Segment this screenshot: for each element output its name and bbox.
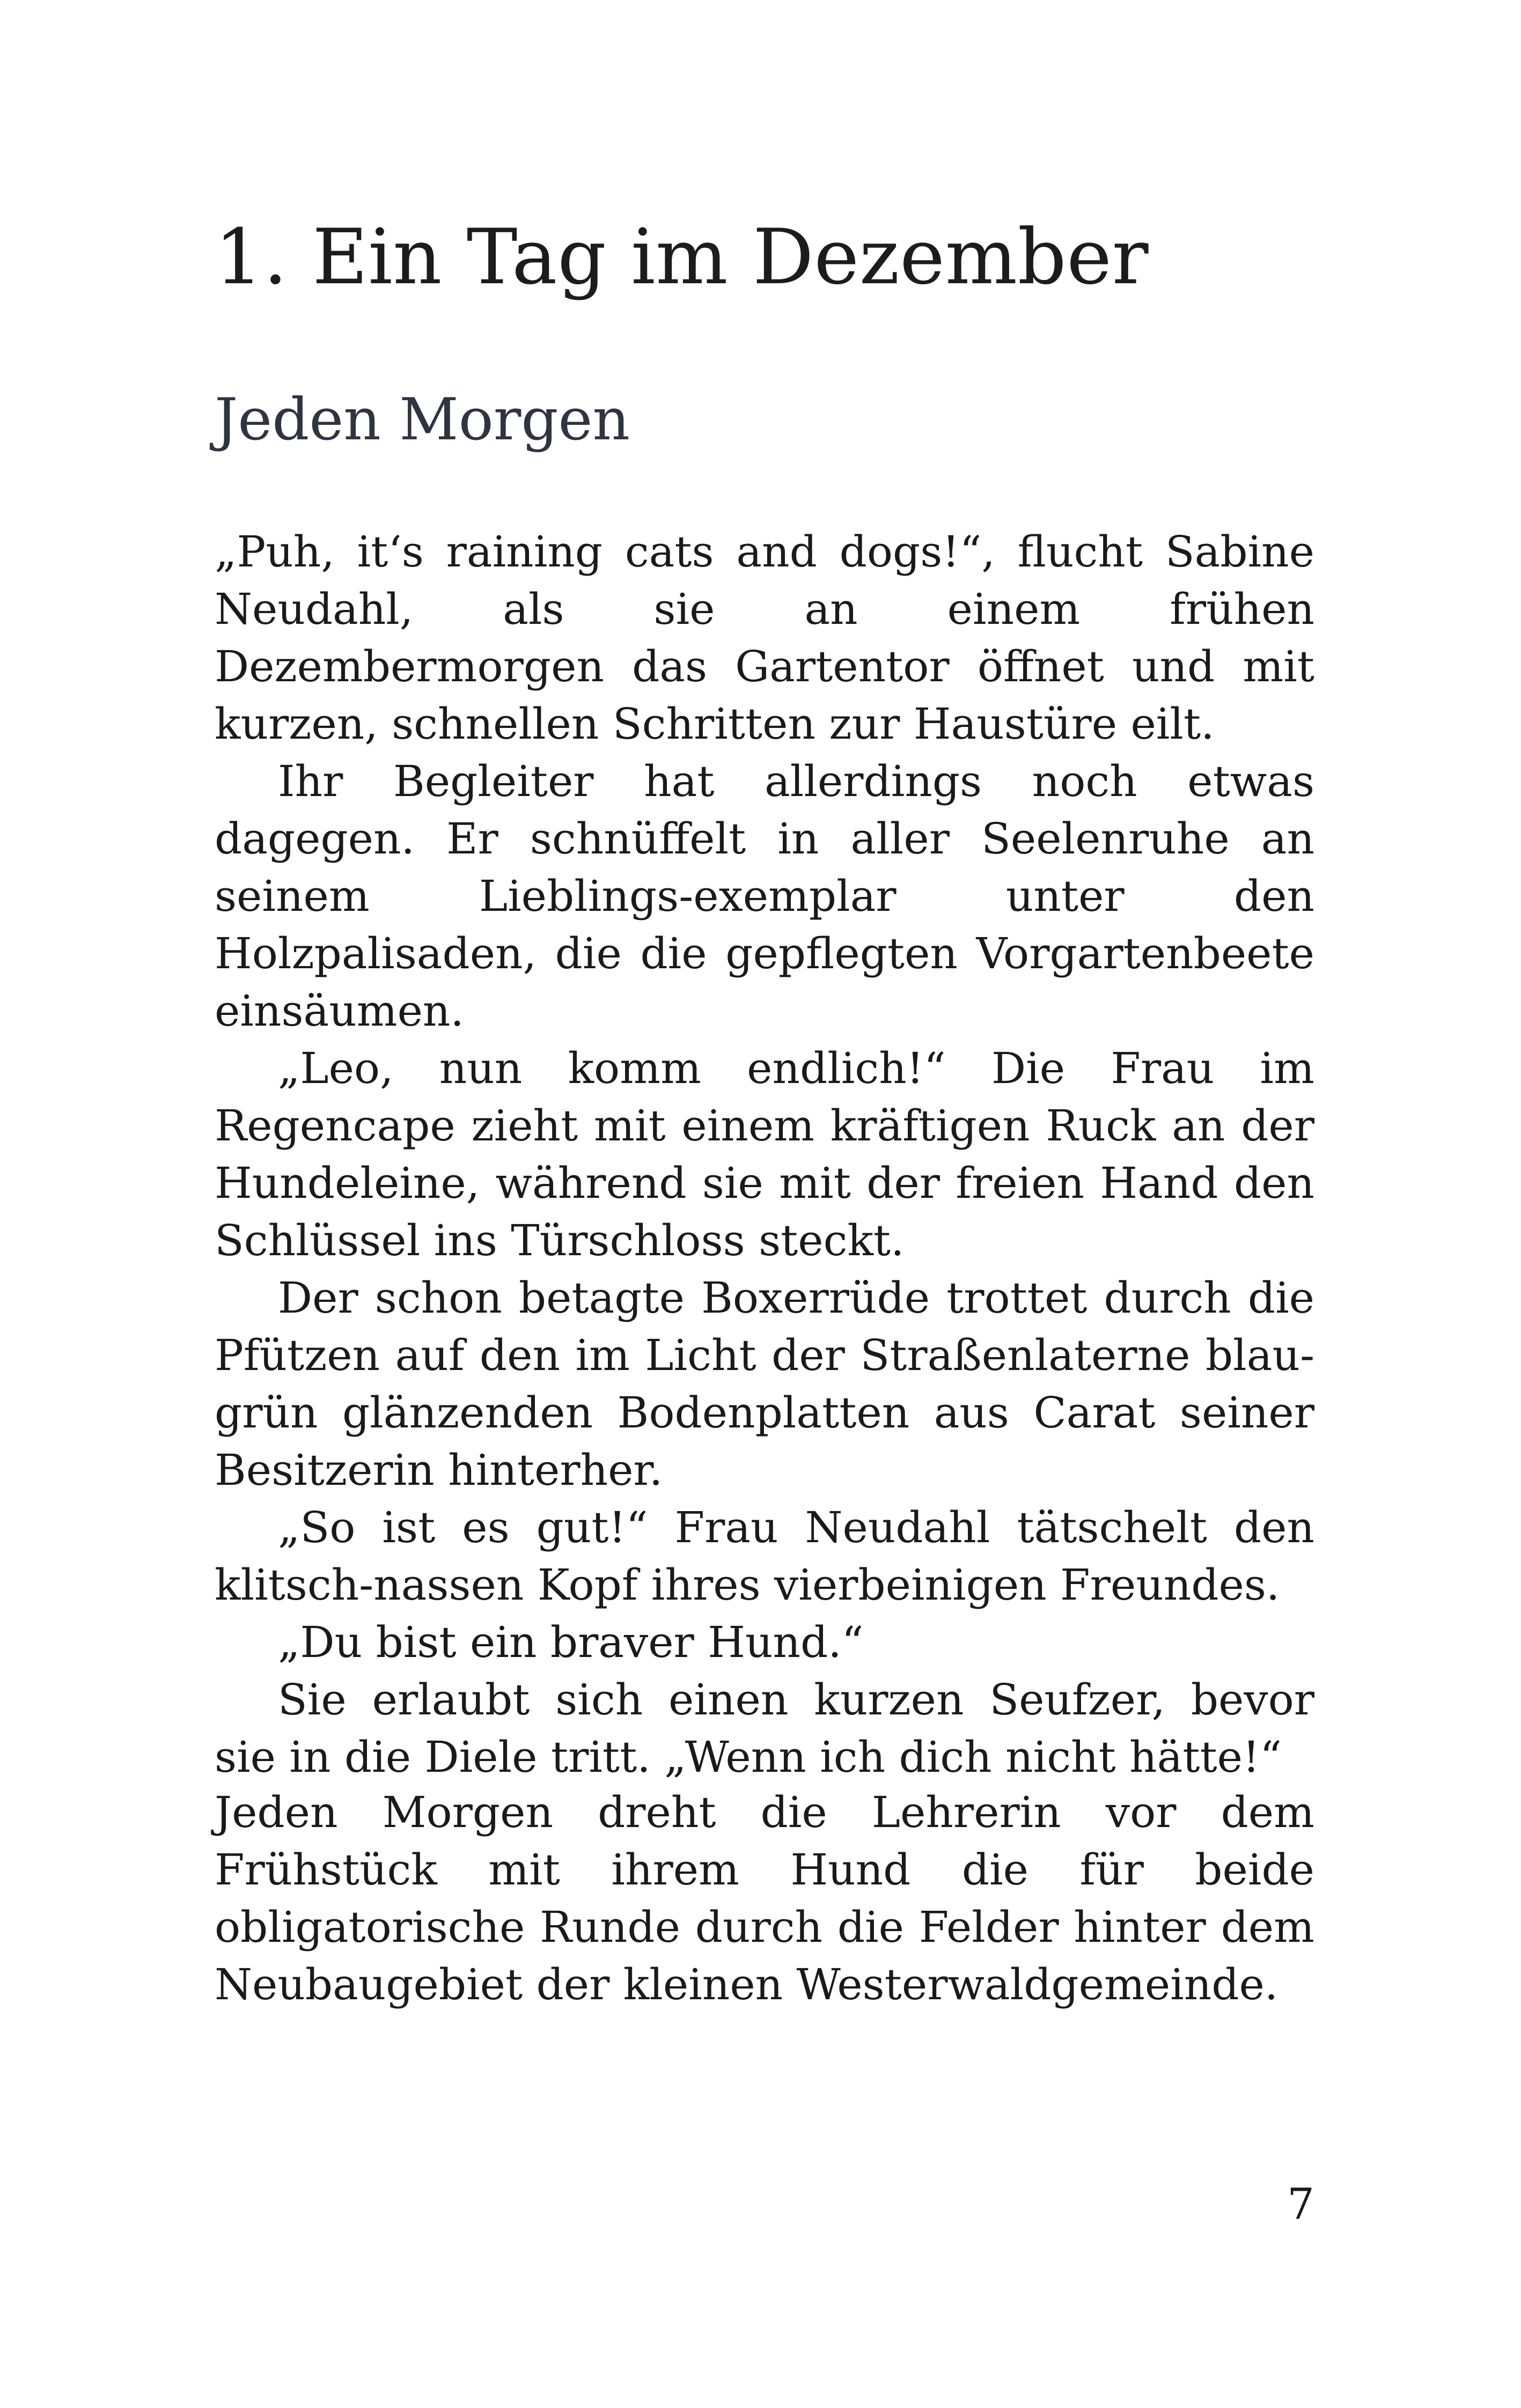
chapter-title: 1. Ein Tag im Dezember [215, 213, 1149, 301]
paragraph: „Puh, it‘s raining cats and dogs!“, flucht Sabine Neudahl, als sie an einem frühen Dezembermorgen das Gartentor öffnet und mit kurzen, schnellen Schritten zur Haustüre eilt. [215, 527, 1314, 749]
paragraph: Jeden Morgen dreht die Lehrerin vor dem Frühstück mit ihrem Hund die für beide obligatorische Runde durch die Felder hinter dem Neubaugebiet der kleinen Westerwaldgemeinde. [215, 1787, 1314, 2009]
paragraph: Der schon betagte Boxerrüde trottet durch die Pfützen auf den im Licht der Straßenlaterne blau-grün glänzenden Bodenplatten aus Carat seiner Besitzerin hinterher. [215, 1273, 1314, 1495]
paragraph: „Leo, nun komm endlich!“ Die Frau im Regencape zieht mit einem kräftigen Ruck an der Hundeleine, während sie mit der freien Hand den Schlüssel ins Türschloss steckt. [215, 1043, 1314, 1265]
section-title: Jeden Morgen [215, 386, 630, 453]
paragraph: „So ist es gut!“ Frau Neudahl tätschelt den klitsch-nassen Kopf ihres vierbeinigen Freundes. [215, 1503, 1314, 1610]
paragraph: Sie erlaubt sich einen kurzen Seufzer, bevor sie in die Diele tritt. „Wenn ich dich nicht hätte!“ [215, 1675, 1314, 1782]
paragraph: „Du bist ein braver Hund.“ [278, 1617, 864, 1667]
body-text-block [215, 1784, 1314, 2013]
body-text-block [215, 523, 1314, 1786]
paragraph: Ihr Begleiter hat allerdings noch etwas dagegen. Er schnüffelt in aller Seelenruhe an seinem Lieblings-exemplar unter den Holzpalisaden, die die gepflegten Vorgartenbeete einsäumen. [215, 756, 1314, 1036]
page-number: 7 [1287, 2179, 1314, 2229]
